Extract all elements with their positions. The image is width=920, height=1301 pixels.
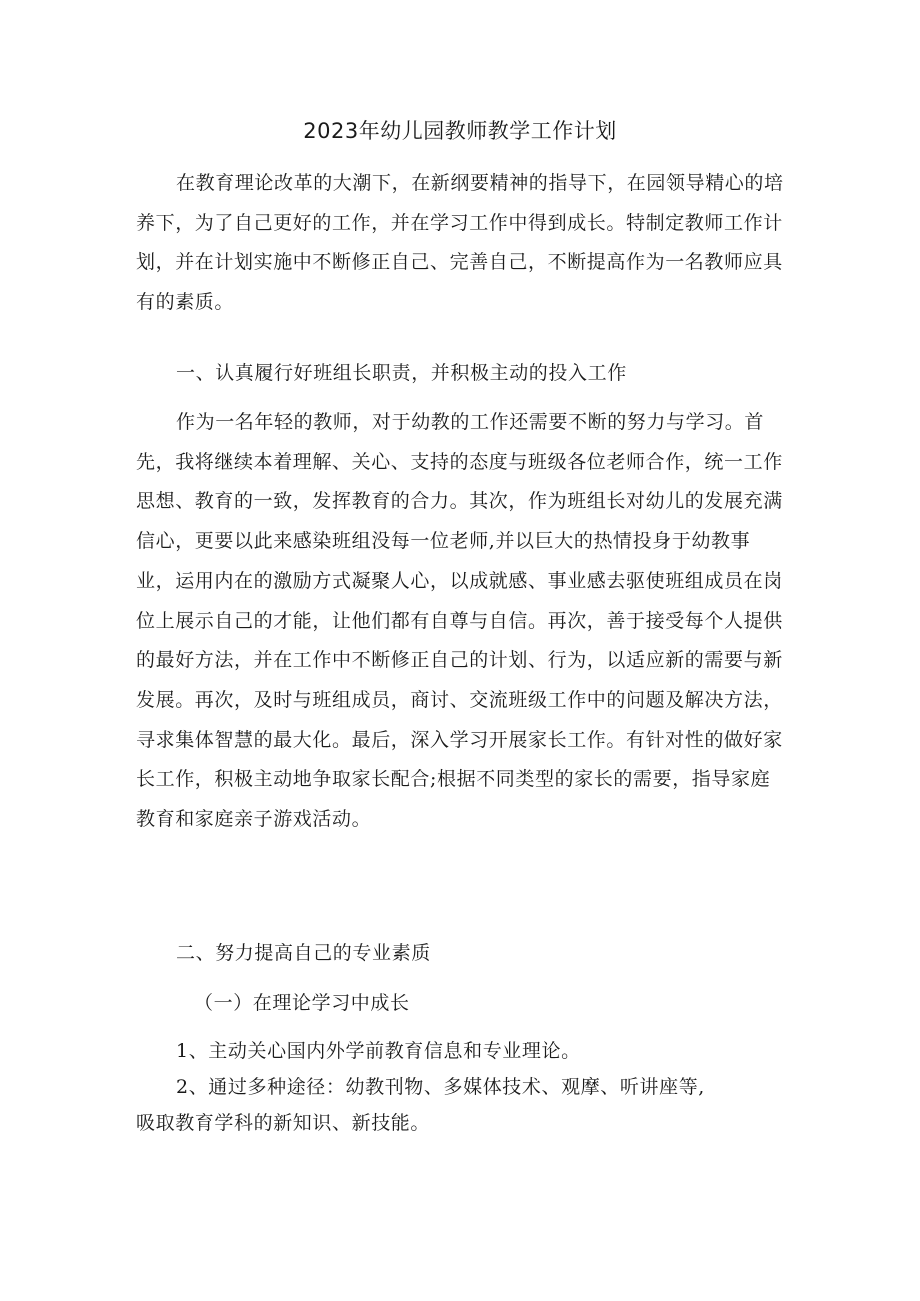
document-title: 2023年幼儿园教师教学工作计划 <box>303 119 617 143</box>
list-item-2-line2: 吸取教育学科的新知识、新技能。 <box>136 1112 431 1134</box>
section1-body-block <box>136 403 786 840</box>
list-item-2-line1: 2、通过多种途径：幼教刊物、多媒体技术、观摩、听讲座等, <box>176 1076 705 1098</box>
section2-heading: 二、努力提高自己的专业素质 <box>176 942 431 964</box>
section2-heading-block <box>136 934 786 974</box>
list-item-2-block <box>136 1069 786 1141</box>
intro-paragraph: 在教育理论改革的大潮下，在新纲要精神的指导下，在园领导精心的培养下，为了自己更好的工作，并在学习工作中得到成长。特制定教师工作计划，并在计划实施中不断修正自己、完善自己，不断提高作为一名教师应具有的素质。 <box>136 172 784 314</box>
section1-body: 作为一名年轻的教师，对于幼教的工作还需要不断的努力与学习。首先，我将继续本着理解、关心、支持的态度与班级各位老师合作，统一工作思想、教育的一致，发挥教育的合力。其次，作为班组长对幼儿的发展充满信心，更要以此来感染班组没每一位老师,并以巨大的热情投身于幼教事业，运用内在的激励方式凝聚人心，以成就感、事业感去驱使班组成员在岗位上展示自己的才能，让他们都有自尊与自信。再次，善于接受每个人提供的最好方法，并在工作中不断修正自己的计划、行为，以适应新的需要与新发展。再次，及时与班组成员，商讨、交流班级工作中的问题及解决方法，寻求集体智慧的最大化。最后，深入学习开展家长工作。有针对性的做好家长工作，积极主动地争取家长配合;根据不同类型的家长的需要，指导家庭教育和家庭亲子游戏活动。 <box>136 411 783 831</box>
subsection1-heading-block <box>136 984 786 1024</box>
section1-heading: 一、认真履行好班组长职责，并积极主动的投入工作 <box>176 362 627 384</box>
subsection1-heading: （一）在理论学习中成长 <box>194 992 410 1014</box>
list-item-1: 1、主动关心国内外学前教育信息和专业理论。 <box>176 1040 581 1062</box>
list-item-1-block <box>136 1033 786 1069</box>
intro-paragraph-block <box>136 164 786 323</box>
section1-heading-block <box>136 354 786 394</box>
